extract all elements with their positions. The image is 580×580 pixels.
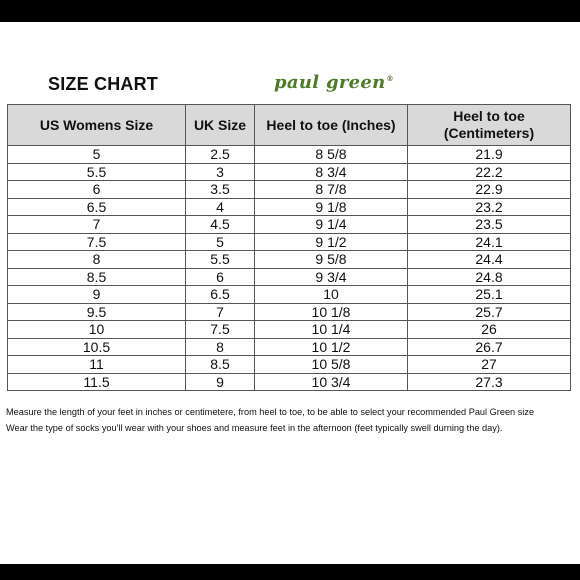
us-size-cell: 8 [8,251,186,269]
table-row [8,233,571,251]
brand-logo-text: paul green [274,72,386,93]
page-title: SIZE CHART [48,74,158,94]
inches-cell: 9 3/4 [255,268,408,286]
column-header-uk-size: UK Size [186,105,255,146]
table-row [8,268,571,286]
centimeters-cell: 21.9 [408,146,571,164]
table-row [8,356,571,374]
inches-cell: 9 1/4 [255,216,408,234]
inches-cell: 10 1/8 [255,303,408,321]
bottom-border-bar [0,564,580,580]
measurement-notes [6,404,580,436]
centimeters-cell: 25.1 [408,286,571,304]
uk-size-cell: 9 [186,373,255,391]
us-size-cell: 10.5 [8,338,186,356]
uk-size-cell: 3 [186,163,255,181]
table-row [8,216,571,234]
note-line: Measure the length of your feet in inches or centimetere, from heel to toe, to be able to select your recommended Paul Green size [6,407,535,417]
inches-cell: 8 7/8 [255,181,408,199]
column-header-us-size: US Womens Size [8,105,186,146]
us-size-cell: 5.5 [8,163,186,181]
table-body [8,146,571,391]
table-row [8,338,571,356]
inches-cell: 9 1/2 [255,233,408,251]
uk-size-cell: 3.5 [186,181,255,199]
us-size-cell: 9.5 [8,303,186,321]
centimeters-cell: 27 [408,356,571,374]
uk-size-cell: 2.5 [186,146,255,164]
us-size-cell: 11 [8,356,186,374]
inches-cell: 10 1/2 [255,338,408,356]
centimeters-cell: 23.5 [408,216,571,234]
table-row [8,373,571,391]
uk-size-cell: 7.5 [186,321,255,339]
uk-size-cell: 4 [186,198,255,216]
us-size-cell: 10 [8,321,186,339]
table-row [8,163,571,181]
centimeters-cell: 24.1 [408,233,571,251]
uk-size-cell: 7 [186,303,255,321]
centimeters-cell: 27.3 [408,373,571,391]
centimeters-cell: 24.4 [408,251,571,269]
uk-size-cell: 5 [186,233,255,251]
column-header-inches: Heel to toe (Inches) [255,105,408,146]
uk-size-cell: 5.5 [186,251,255,269]
centimeters-cell: 22.2 [408,163,571,181]
size-chart-table [7,104,571,391]
uk-size-cell: 8.5 [186,356,255,374]
table-row [8,303,571,321]
us-size-cell: 6 [8,181,186,199]
inches-cell: 9 1/8 [255,198,408,216]
inches-cell: 8 3/4 [255,163,408,181]
table-row [8,181,571,199]
note-line: Wear the type of socks you'll wear with your shoes and measure feet in the afternoon (feet typically swell durning the day). [6,423,503,433]
us-size-cell: 9 [8,286,186,304]
uk-size-cell: 8 [186,338,255,356]
us-size-cell: 5 [8,146,186,164]
inches-cell: 8 5/8 [255,146,408,164]
inches-cell: 10 3/4 [255,373,408,391]
uk-size-cell: 6.5 [186,286,255,304]
registered-mark: ® [386,74,394,83]
us-size-cell: 6.5 [8,198,186,216]
table-row [8,251,571,269]
inches-cell: 10 1/4 [255,321,408,339]
table-header-row [8,105,571,146]
table-row [8,286,571,304]
us-size-cell: 7.5 [8,233,186,251]
inches-cell: 10 [255,286,408,304]
inches-cell: 9 5/8 [255,251,408,269]
table-row [8,198,571,216]
centimeters-cell: 26 [408,321,571,339]
brand-logo [274,72,394,93]
uk-size-cell: 6 [186,268,255,286]
centimeters-cell: 24.8 [408,268,571,286]
us-size-cell: 8.5 [8,268,186,286]
centimeters-cell: 23.2 [408,198,571,216]
top-border-bar [0,0,580,22]
uk-size-cell: 4.5 [186,216,255,234]
inches-cell: 10 5/8 [255,356,408,374]
centimeters-cell: 22.9 [408,181,571,199]
centimeters-cell: 25.7 [408,303,571,321]
us-size-cell: 11.5 [8,373,186,391]
us-size-cell: 7 [8,216,186,234]
table-row [8,321,571,339]
column-header-centimeters: Heel to toe (Centimeters) [408,105,571,146]
centimeters-cell: 26.7 [408,338,571,356]
table-row [8,146,571,164]
